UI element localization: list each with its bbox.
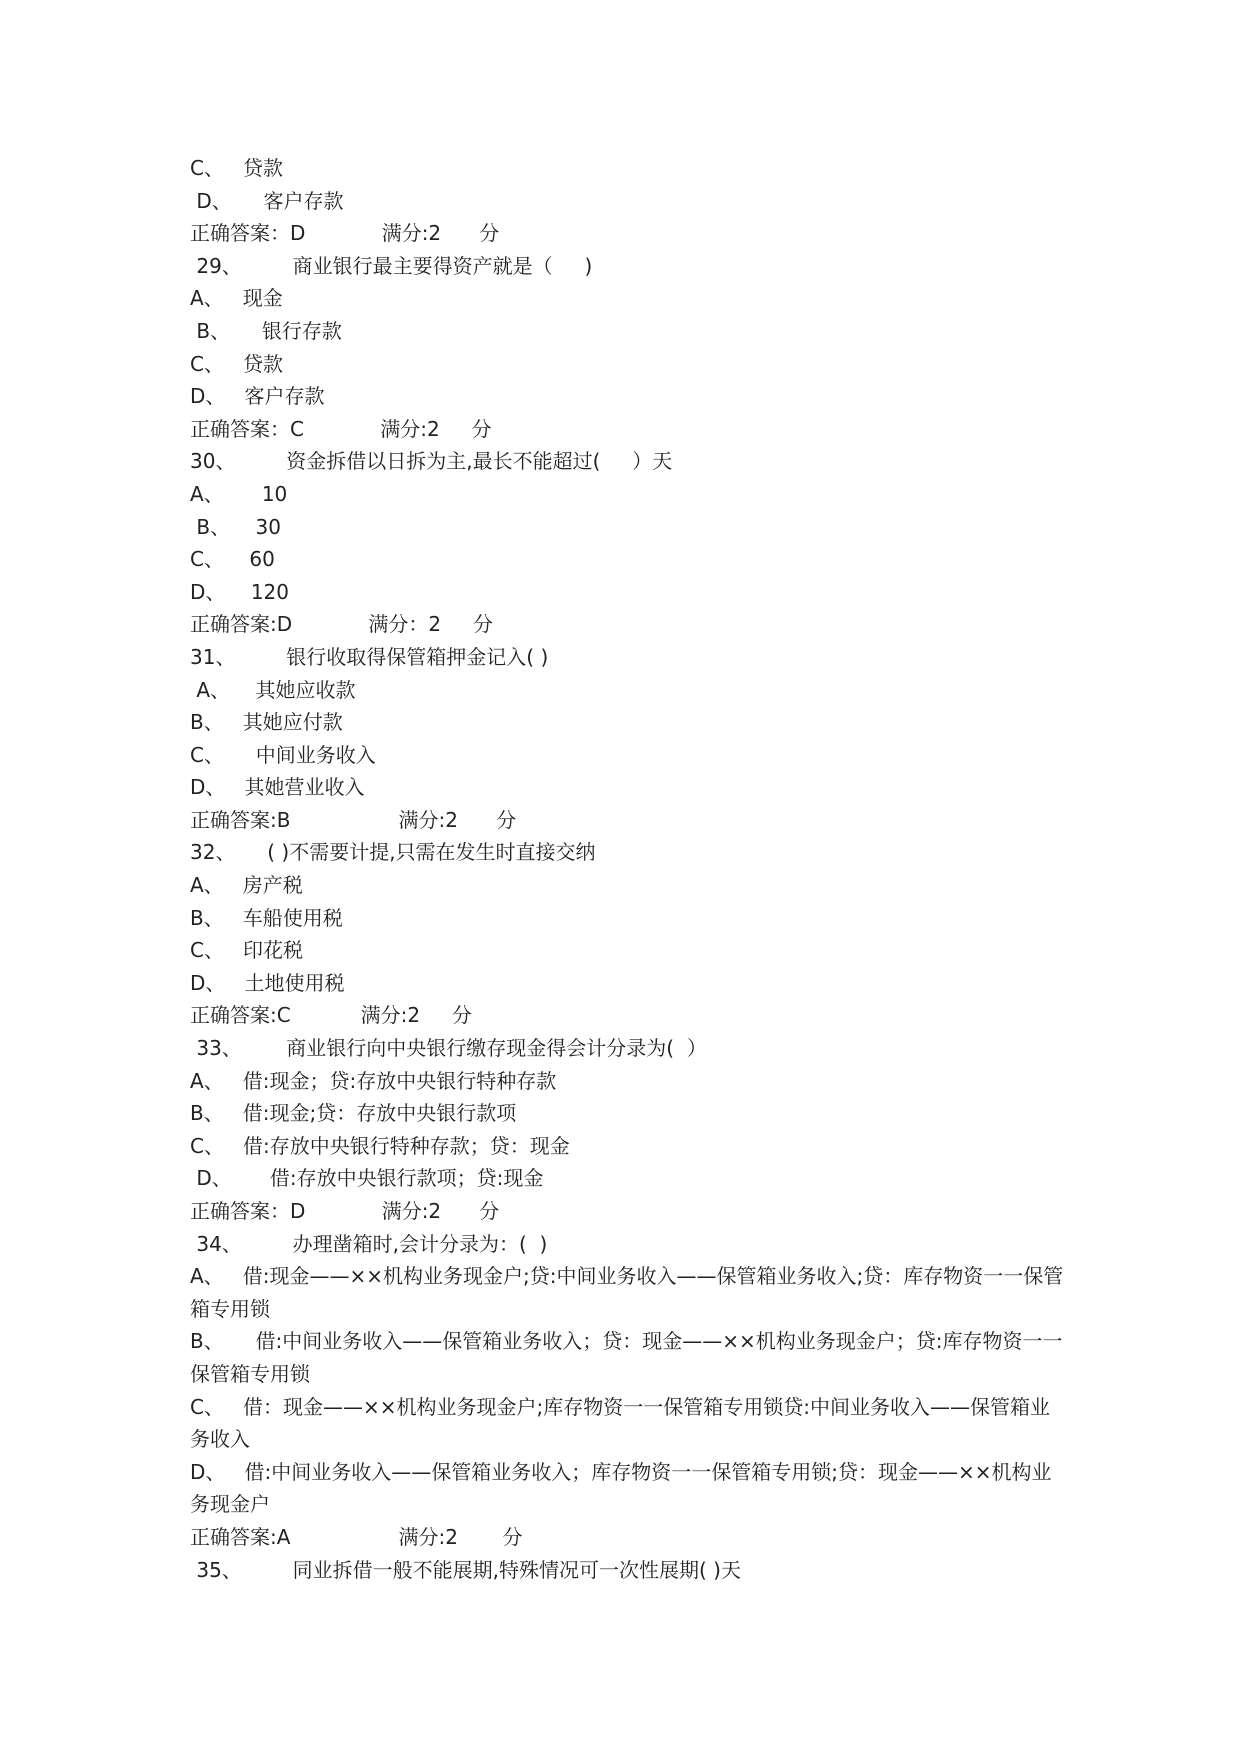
option-a: A、 借:现金——××机构业务现金户;贷:中间业务收入——保管箱业务收入;贷：库存物资一一保管箱专用锁 <box>190 1264 1064 1321</box>
question-31: 31、 银行收取得保管箱押金记入( ) <box>190 644 549 669</box>
option-a: A、 借:现金；贷:存放中央银行特种存款 <box>190 1068 557 1093</box>
option-c: C、 借:存放中央银行特种存款；贷：现金 <box>190 1133 570 1158</box>
option-c: C、 借：现金——××机构业务现金户;库存物资一一保管箱专用锁贷:中间业务收入——保管箱业务收入 <box>190 1394 1051 1452</box>
exam-questions <box>190 152 1070 1586</box>
option-b: B、 其她应付款 <box>190 710 343 735</box>
option-b: B、 借:现金;贷：存放中央银行款项 <box>190 1101 517 1126</box>
question-33: 33、 商业银行向中央银行缴存现金得会计分录为( ） <box>190 1036 707 1061</box>
answer-row: 正确答案:D 满分：2 分 <box>190 612 493 637</box>
option-c: C、 贷款 <box>190 156 284 180</box>
answer-row: 正确答案：D 满分:2 分 <box>190 221 500 246</box>
option-a: A、 其她应收款 <box>190 677 356 702</box>
option-a: A、 房产税 <box>190 873 303 898</box>
option-d: D、 土地使用税 <box>190 970 345 995</box>
answer-row: 正确答案:B 满分:2 分 <box>190 807 517 832</box>
answer-row: 正确答案:C 满分:2 分 <box>190 1003 472 1028</box>
option-d: D、 借:中间业务收入——保管箱业务收入；库存物资一一保管箱专用锁;贷：现金——××机构业务现金户 <box>190 1459 1052 1517</box>
question-29: 29、 商业银行最主要得资产就是（ ) <box>190 253 593 278</box>
option-d: D、 120 <box>190 579 290 604</box>
option-c: C、 60 <box>190 547 275 572</box>
option-c: C、 中间业务收入 <box>190 742 376 767</box>
question-30: 30、 资金拆借以日拆为主,最长不能超过( ）天 <box>190 449 673 474</box>
answer-row: 正确答案:A 满分:2 分 <box>190 1524 523 1549</box>
question-32: 32、 ( )不需要计提,只需在发生时直接交纳 <box>190 840 596 865</box>
question-35: 35、 同业拆借一般不能展期,特殊情况可一次性展期( )天 <box>190 1557 741 1582</box>
option-b: B、 借:中间业务收入——保管箱业务收入；贷：现金——××机构业务现金户；贷:库存物资一一保管箱专用锁 <box>190 1329 1063 1386</box>
option-b: B、 车船使用税 <box>190 905 343 930</box>
option-c: C、 贷款 <box>190 351 284 376</box>
option-d: D、 客户存款 <box>190 384 325 409</box>
option-a: A、 10 <box>190 481 288 506</box>
option-a: A、 现金 <box>190 286 283 311</box>
option-d: D、 其她营业收入 <box>190 775 365 800</box>
option-b: B、 30 <box>190 514 281 539</box>
answer-row: 正确答案：C 满分:2 分 <box>190 416 492 441</box>
option-d: D、 借:存放中央银行款项；贷:现金 <box>190 1166 544 1191</box>
option-b: B、 银行存款 <box>190 318 342 343</box>
option-c: C、 印花税 <box>190 938 304 963</box>
answer-row: 正确答案：D 满分:2 分 <box>190 1199 500 1223</box>
question-34: 34、 办理凿箱时,会计分录为：( ) <box>190 1231 548 1256</box>
option-d: D、 客户存款 <box>190 188 344 213</box>
